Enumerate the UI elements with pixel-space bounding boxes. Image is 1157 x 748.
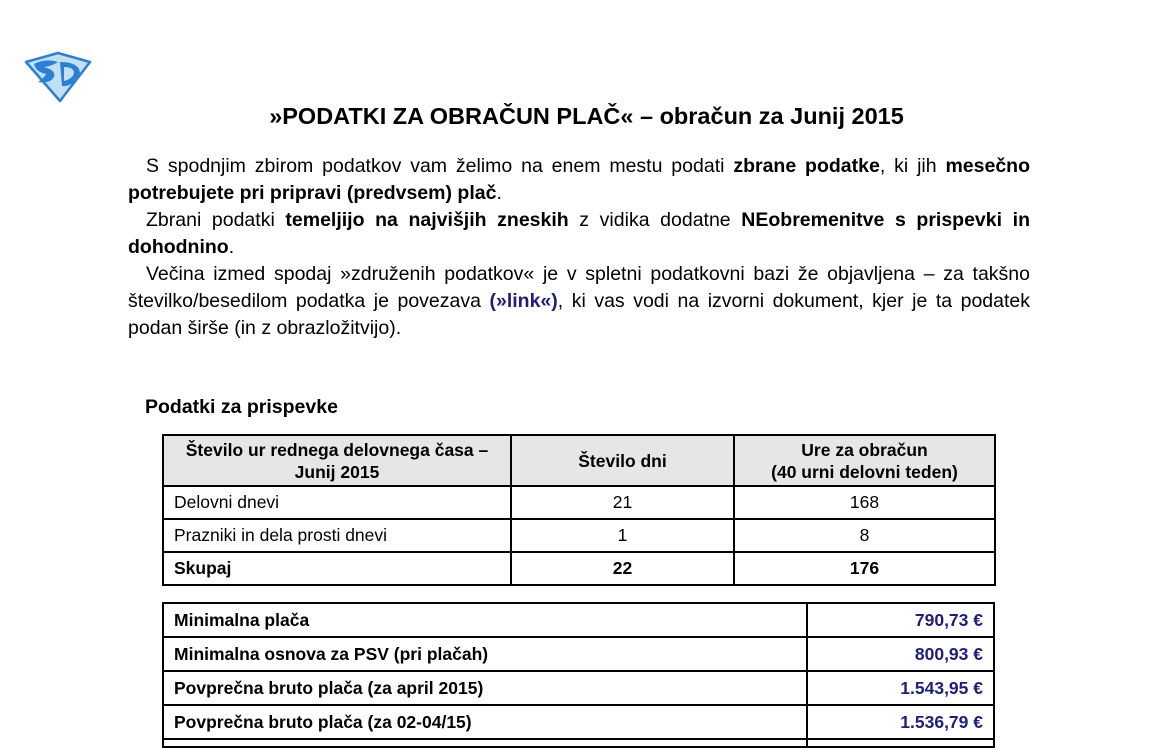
intro-paragraph-2: Zbrani podatki temeljijo na najvišjih zneskih z vidika dodatne NEobremenitve s prispevki in dohodnino.	[128, 209, 1030, 258]
minimum-wage-value[interactable]: 790,73 €	[807, 603, 994, 637]
source-link[interactable]: (»link«)	[489, 290, 558, 312]
table-row: Povprečna bruto plača (za 02-04/15) 1.536,79 €	[163, 705, 994, 739]
table-row	[163, 739, 994, 747]
table-row: Minimalna osnova za PSV (pri plačah) 800,93 €	[163, 637, 994, 671]
average-gross-wage-period-value[interactable]: 1.536,79 €	[807, 705, 994, 739]
wage-data-table	[162, 602, 995, 748]
intro-paragraph-1: S spodnjim zbirom podatkov vam želimo na enem mestu podati zbrane podatke, ki jih mesečno potrebujete pri pripravi (predvsem) plač.	[128, 155, 1031, 204]
table-header-row	[163, 435, 995, 486]
intro-text	[128, 153, 1030, 342]
page-title: »PODATKI ZA OBRAČUN PLAČ« – obračun za Junij 2015	[269, 103, 904, 129]
header-hours: Ure za obračun (40 urni delovni teden)	[734, 435, 995, 486]
table-row: Prazniki in dela prosti dnevi 1 8	[163, 519, 995, 552]
section-title: Podatki za prispevke	[145, 396, 338, 418]
working-hours-table	[162, 434, 996, 586]
minimum-psv-base-value[interactable]: 800,93 €	[807, 637, 994, 671]
table-row: Povprečna bruto plača (za april 2015) 1.543,95 €	[163, 671, 994, 705]
header-working-time: Število ur rednega delovnega časa – Junij 2015	[163, 435, 511, 486]
company-logo-icon	[22, 50, 94, 104]
average-gross-wage-april-value[interactable]: 1.543,95 €	[807, 671, 994, 705]
intro-paragraph-3: Večina izmed spodaj »združenih podatkov« je v spletni podatkovni bazi že objavljena – za takšno številko/besedilom podatka je povezava (»link«), ki vas vodi na izvorni dokument, kjer je ta podatek podan širše (in z obrazložitvijo).	[128, 263, 1030, 339]
table-row: Minimalna plača 790,73 €	[163, 603, 994, 637]
table-row: Delovni dnevi 21 168	[163, 486, 995, 519]
header-days: Število dni	[511, 435, 734, 486]
table-total-row: Skupaj 22 176	[163, 552, 995, 585]
